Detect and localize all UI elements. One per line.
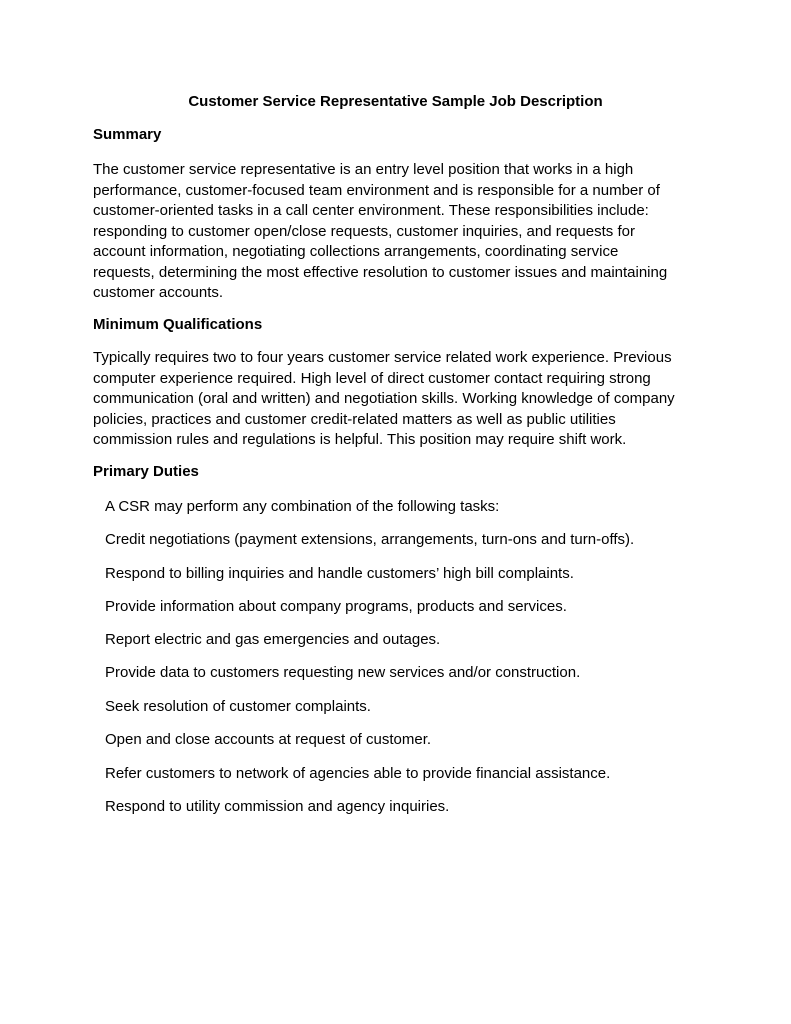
- qualifications-line: policies, practices and customer credit-related matters as well as public utilities: [93, 410, 616, 428]
- duty-item: Report electric and gas emergencies and outages.: [105, 631, 441, 648]
- document-title: Customer Service Representative Sample Job Description: [188, 93, 603, 110]
- qualifications-line: communication (oral and written) and negotiation skills. Working knowledge of company: [93, 390, 675, 407]
- duty-item: Seek resolution of customer complaints.: [105, 698, 371, 715]
- qualifications-line: commission rules and regulations is helpful. This position may require shift work.: [93, 431, 627, 448]
- summary-line: responding to customer open/close requests, customer inquiries, and requests for: [93, 222, 635, 240]
- qualifications-heading: Minimum Qualifications: [93, 316, 263, 333]
- summary-line: account information, negotiating collections arrangements, coordinating service: [93, 243, 619, 260]
- summary-paragraph: [93, 160, 713, 304]
- duty-item: Provide information about company programs, products and services.: [105, 598, 567, 615]
- duties-heading: Primary Duties: [93, 463, 199, 480]
- duty-intro: A CSR may perform any combination of the following tasks:: [105, 498, 500, 515]
- qualifications-line: Typically requires two to four years customer service related work experience. Previous: [93, 349, 672, 366]
- qualifications-line: computer experience required. High level of direct customer contact requiring strong: [93, 369, 651, 387]
- duty-item: Respond to billing inquiries and handle customers’ high bill complaints.: [105, 565, 574, 582]
- duty-item: Open and close accounts at request of customer.: [105, 731, 432, 748]
- summary-line: The customer service representative is an entry level position that works in a high: [93, 161, 634, 178]
- qualifications-paragraph: [93, 348, 713, 451]
- summary-line: customer accounts.: [93, 284, 224, 301]
- duty-item: Respond to utility commission and agency inquiries.: [105, 798, 450, 815]
- duty-item: Provide data to customers requesting new services and/or construction.: [105, 664, 581, 681]
- duty-item: Credit negotiations (payment extensions, arrangements, turn-ons and turn-offs).: [105, 531, 635, 548]
- summary-line: requests, determining the most effective resolution to customer issues and maintaining: [93, 263, 668, 281]
- summary-heading: Summary: [93, 126, 162, 143]
- summary-line: customer-oriented tasks in a call center environment. These responsibilities include:: [93, 202, 649, 219]
- duty-item: Refer customers to network of agencies able to provide financial assistance.: [105, 765, 611, 782]
- summary-line: performance, customer-focused team environment and is responsible for a number of: [93, 181, 660, 199]
